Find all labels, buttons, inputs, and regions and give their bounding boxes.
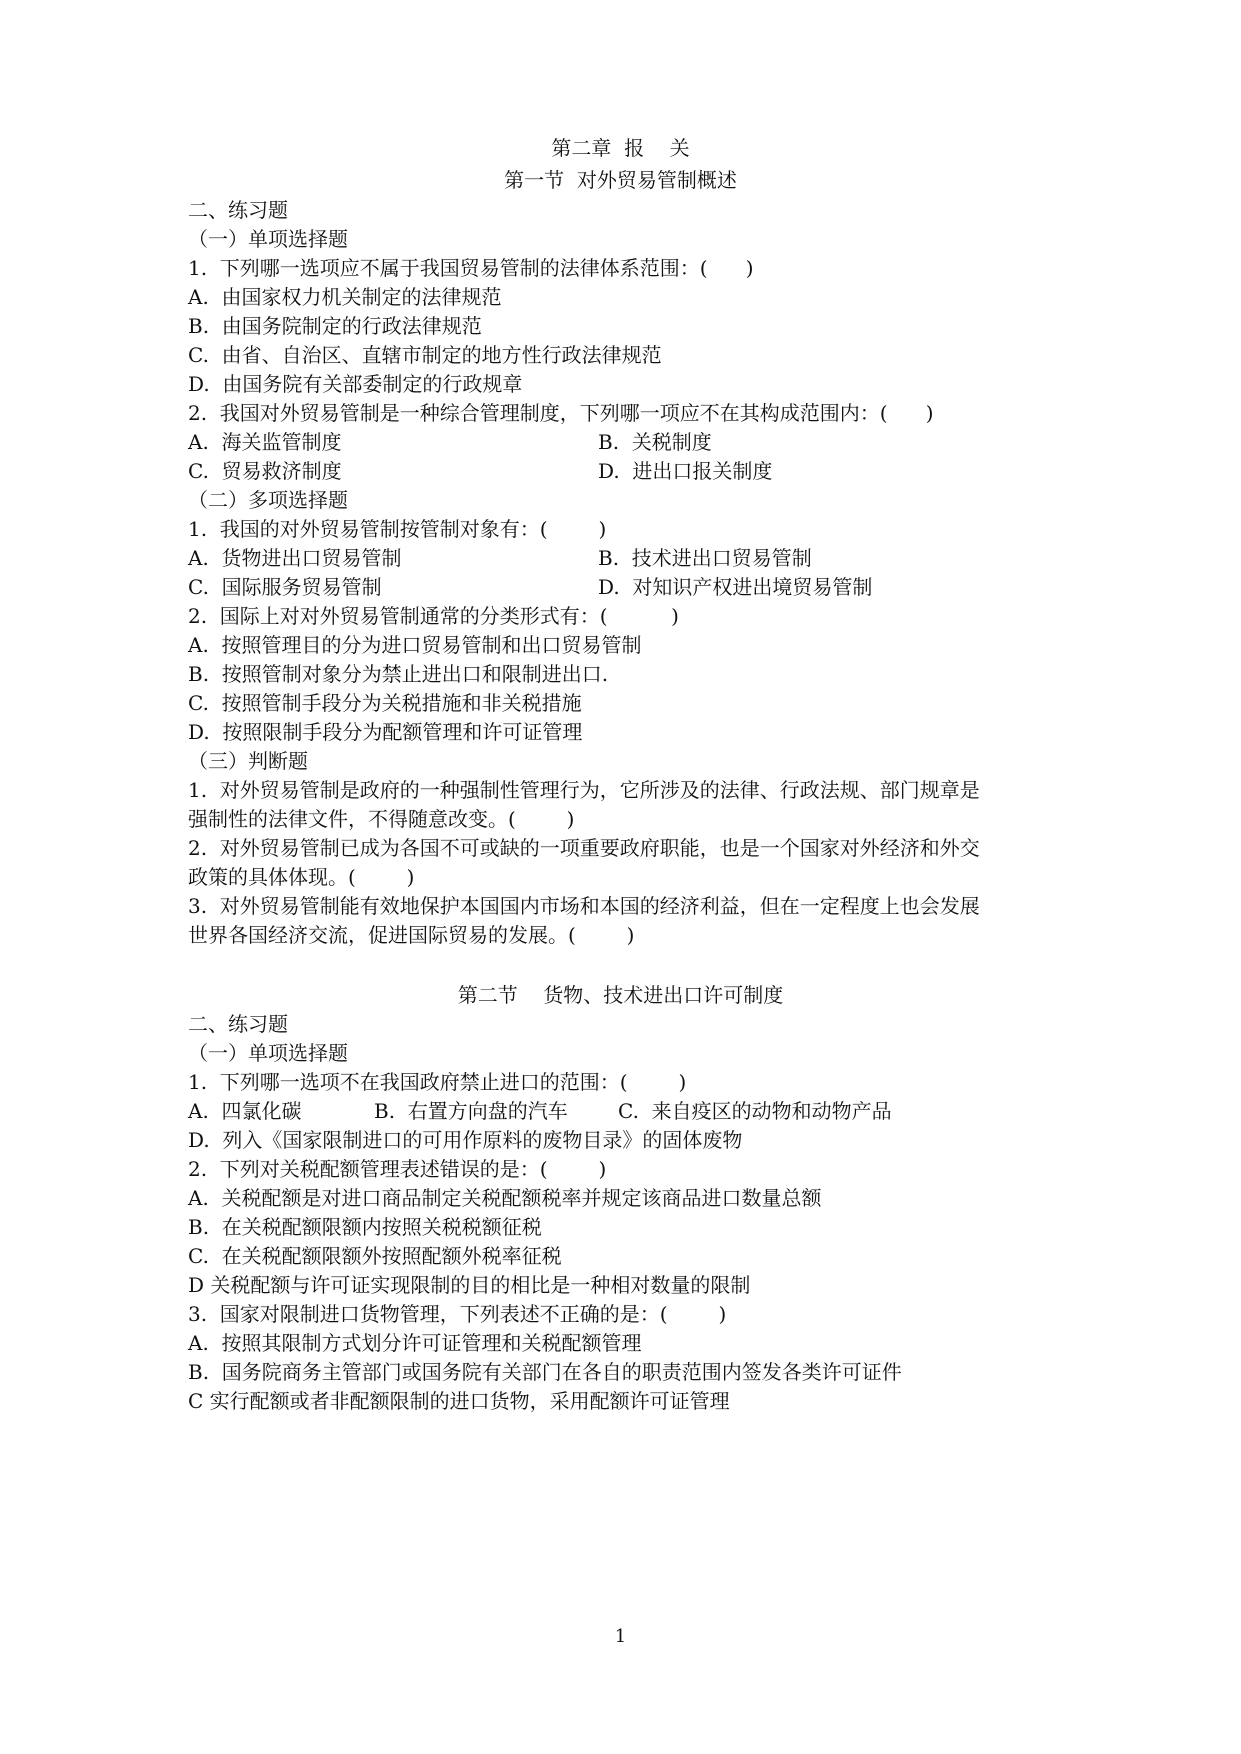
s1-single-q1: 1. 下列哪一选项应不属于我国贸易管制的法律体系范围：( ) xyxy=(188,256,754,280)
s2-single-q1-opt-a: A. 四氯化碳 xyxy=(188,1099,302,1123)
section1-single-heading: （一）单项选择题 xyxy=(188,227,348,251)
s1-single-q1-opt-b: B. 由国务院制定的行政法律规范 xyxy=(188,314,482,338)
s1-judge-q3-line1: 3. 对外贸易管制能有效地保护本国国内市场和本国的经济利益，但在一定程度上也会发展 xyxy=(188,894,980,918)
s2-single-q2-opt-a: A. 关税配额是对进口商品制定关税配额税率并规定该商品进口数量总额 xyxy=(188,1186,822,1210)
s1-single-q2-opts-row2 xyxy=(188,455,1053,487)
s1-single-q1-opt-d: D. 由国务院有关部委制定的行政规章 xyxy=(188,372,523,396)
s1-multi-q2-opt-c: C. 按照管制手段分为关税措施和非关税措施 xyxy=(188,691,582,715)
s1-judge-q1-line1: 1. 对外贸易管制是政府的一种强制性管理行为，它所涉及的法律、行政法规、部门规章是 xyxy=(188,778,980,802)
s1-multi-q1-opts-row2 xyxy=(188,571,1053,603)
s2-single-q3-opt-c: C 实行配额或者非配额限制的进口货物，采用配额许可证管理 xyxy=(188,1389,730,1413)
s2-single-q3: 3. 国家对限制进口货物管理，下列表述不正确的是：( ) xyxy=(188,1302,727,1326)
chapter-title: 第二章 报 关 xyxy=(551,136,690,160)
s2-single-q3-opt-a: A. 按照其限制方式划分许可证管理和关税配额管理 xyxy=(188,1331,642,1355)
s2-single-q1-opt-c: C. 来自疫区的动物和动物产品 xyxy=(618,1099,892,1123)
section1-multi-heading: （二）多项选择题 xyxy=(188,488,348,512)
s1-single-q2: 2. 我国对外贸易管制是一种综合管理制度，下列哪一项应不在其构成范围内：( ) xyxy=(188,401,934,425)
s2-single-q2-opt-b: B. 在关税配额限额内按照关税税额征税 xyxy=(188,1215,542,1239)
section1-judge-heading: （三）判断题 xyxy=(188,749,308,773)
s2-single-q1-opt-b: B. 右置方向盘的汽车 xyxy=(374,1099,568,1123)
s1-single-q2-opt-a: A. 海关监管制度 xyxy=(188,430,342,454)
s1-multi-q2-opt-b: B. 按照管制对象分为禁止进出口和限制进出口. xyxy=(188,662,609,686)
s1-single-q2-opts-row1 xyxy=(188,426,1053,458)
s1-multi-q1-opt-c: C. 国际服务贸易管制 xyxy=(188,575,382,599)
s2-single-q1: 1. 下列哪一选项不在我国政府禁止进口的范围：( ) xyxy=(188,1070,687,1094)
s2-single-q1-opt-d: D. 列入《国家限制进口的可用作原料的废物目录》的固体废物 xyxy=(188,1128,743,1152)
section1-part: 二、练习题 xyxy=(188,198,288,222)
s1-multi-q2-opt-d: D. 按照限制手段分为配额管理和许可证管理 xyxy=(188,720,583,744)
s2-single-q2: 2. 下列对关税配额管理表述错误的是：( ) xyxy=(188,1157,607,1181)
section2-single-heading: （一）单项选择题 xyxy=(188,1041,348,1065)
s1-single-q2-opt-c: C. 贸易救济制度 xyxy=(188,459,342,483)
s1-judge-q2-line2: 政策的具体体现。( ) xyxy=(188,865,415,889)
s1-multi-q1-opt-d: D. 对知识产权进出境贸易管制 xyxy=(598,575,873,599)
s1-judge-q1-line2: 强制性的法律文件，不得随意改变。( ) xyxy=(188,807,575,831)
s1-multi-q2-opt-a: A. 按照管理目的分为进口贸易管制和出口贸易管制 xyxy=(188,633,642,657)
s1-multi-q1-opt-b: B. 技术进出口贸易管制 xyxy=(598,546,812,570)
s1-multi-q1-opts-row1 xyxy=(188,542,1053,574)
s2-single-q2-opt-c: C. 在关税配额限额外按照配额外税率征税 xyxy=(188,1244,562,1268)
s1-single-q2-opt-b: B. 关税制度 xyxy=(598,430,712,454)
s1-single-q1-opt-c: C. 由省、自治区、直辖市制定的地方性行政法律规范 xyxy=(188,343,662,367)
section1-title: 第一节 对外贸易管制概述 xyxy=(504,168,737,192)
s1-multi-q2: 2. 国际上对对外贸易管制通常的分类形式有：( ) xyxy=(188,604,679,628)
section2-title: 第二节 货物、技术进出口许可制度 xyxy=(457,983,784,1007)
s2-single-q1-opts-row xyxy=(188,1095,1053,1127)
s1-judge-q2-line1: 2. 对外贸易管制已成为各国不可或缺的一项重要政府职能，也是一个国家对外经济和外交 xyxy=(188,836,980,860)
s1-single-q2-opt-d: D. 进出口报关制度 xyxy=(598,459,773,483)
s1-judge-q3-line2: 世界各国经济交流，促进国际贸易的发展。( ) xyxy=(188,923,635,947)
s1-single-q1-opt-a: A. 由国家权力机关制定的法律规范 xyxy=(188,285,502,309)
page-number: 1 xyxy=(614,1626,627,1647)
s1-multi-q1: 1. 我国的对外贸易管制按管制对象有：( ) xyxy=(188,517,607,541)
s2-single-q2-opt-d: D 关税配额与许可证实现限制的目的相比是一种相对数量的限制 xyxy=(188,1273,751,1297)
s2-single-q3-opt-b: B. 国务院商务主管部门或国务院有关部门在各自的职责范围内签发各类许可证件 xyxy=(188,1360,902,1384)
section2-part: 二、练习题 xyxy=(188,1012,288,1036)
s1-multi-q1-opt-a: A. 货物进出口贸易管制 xyxy=(188,546,402,570)
